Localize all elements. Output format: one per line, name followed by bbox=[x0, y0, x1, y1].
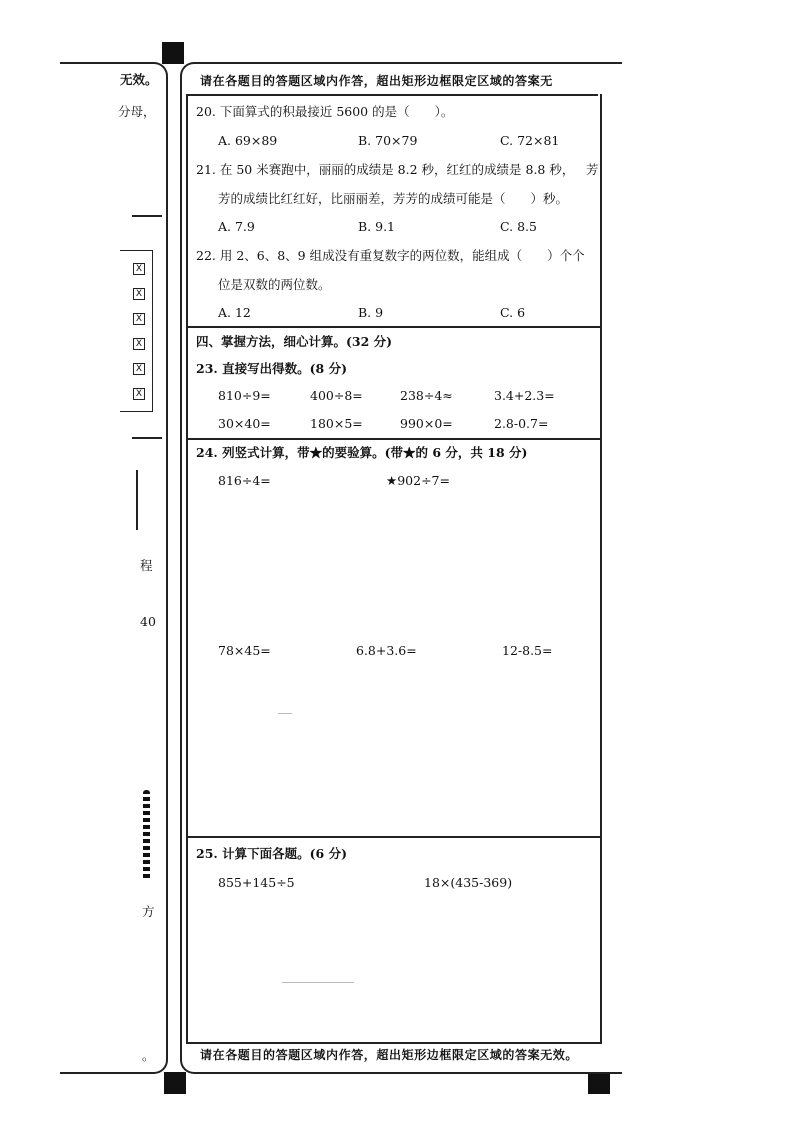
left-fragment-fang: 方 bbox=[142, 904, 155, 919]
q21-option-a: A. 7.9 bbox=[218, 219, 255, 234]
left-divider-1 bbox=[132, 215, 162, 217]
q23-row1-item4: 3.4+2.3= bbox=[494, 388, 555, 403]
left-fragment-forty: 40 bbox=[140, 614, 156, 629]
q20-option-c: C. 72×81 bbox=[500, 133, 560, 148]
q24-row2-item3: 12-8.5= bbox=[502, 643, 553, 658]
q23-row2-item1: 30×40= bbox=[218, 416, 271, 431]
header-rule bbox=[186, 94, 598, 96]
registration-mark-bottom-left bbox=[164, 1072, 186, 1094]
registration-mark-bottom-right bbox=[588, 1072, 610, 1094]
section-divider-2 bbox=[186, 438, 602, 440]
main-page-frame bbox=[180, 62, 622, 1074]
content-right-border bbox=[600, 94, 602, 1044]
q24-row2-item1: 78×45= bbox=[218, 643, 271, 658]
q21-option-b: B. 9.1 bbox=[358, 219, 396, 234]
left-divider-2 bbox=[132, 437, 162, 439]
left-fragment-top: 无效。 bbox=[120, 72, 158, 87]
q22-option-c: C. 6 bbox=[500, 305, 526, 320]
left-checkbox-3: X bbox=[133, 313, 145, 325]
q24-row1-item2: ★902÷7= bbox=[386, 473, 450, 488]
section-divider-1 bbox=[186, 326, 602, 328]
scan-artifact-2 bbox=[282, 982, 354, 983]
q22-option-a: A. 12 bbox=[218, 305, 251, 320]
q21-line2: 芳的成绩比红红好，比丽丽差，芳芳的成绩可能是（ ）秒。 bbox=[218, 191, 569, 206]
q21-line1: 21. 在 50 米赛跑中，丽丽的成绩是 8.2 秒，红红的成绩是 8.8 秒， bbox=[196, 162, 575, 177]
left-fragment-second: 分母， bbox=[118, 104, 156, 119]
left-fragment-bottom-dot: 。 bbox=[142, 1048, 155, 1063]
q23-row1-item2: 400÷8= bbox=[310, 388, 363, 403]
q25-stem: 25. 计算下面各题。(6 分) bbox=[196, 846, 347, 861]
q24-stem: 24. 列竖式计算，带★的要验算。(带★的 6 分，共 18 分) bbox=[196, 445, 528, 460]
q23-row1-item3: 238÷4≈ bbox=[400, 388, 453, 403]
q24-row2-item2: 6.8+3.6= bbox=[356, 643, 417, 658]
q22-line1: 22. 用 2、6、8、9 组成没有重复数字的两位数，能组成（ ）个个 bbox=[196, 248, 585, 263]
q20-option-b: B. 70×79 bbox=[358, 133, 418, 148]
q23-row2-item2: 180×5= bbox=[310, 416, 363, 431]
left-checkbox-1: X bbox=[133, 263, 145, 275]
registration-mark-top bbox=[162, 42, 184, 64]
q22-option-b: B. 9 bbox=[358, 305, 384, 320]
q23-row2-item3: 990×0= bbox=[400, 416, 453, 431]
q25-item1: 855+145÷5 bbox=[218, 875, 295, 890]
scan-artifact-1 bbox=[278, 713, 292, 714]
left-fragment-cheng: 程 bbox=[140, 558, 153, 573]
q22-line2: 位是双数的两位数。 bbox=[218, 277, 331, 292]
left-vertical-mark bbox=[136, 470, 138, 530]
left-checkbox-6: X bbox=[133, 388, 145, 400]
footer-notice: 请在各题目的答题区域内作答，超出矩形边框限定区域的答案无效。 bbox=[200, 1048, 579, 1062]
section4-title: 四、掌握方法，细心计算。(32 分) bbox=[196, 334, 393, 349]
q23-row1-item1: 810÷9= bbox=[218, 388, 271, 403]
q25-item2: 18×(435-369) bbox=[424, 875, 513, 890]
section-divider-3 bbox=[186, 836, 602, 838]
left-dotted-strip bbox=[143, 790, 150, 880]
q21-option-c: C. 8.5 bbox=[500, 219, 537, 234]
q23-stem: 23. 直接写出得数。(8 分) bbox=[196, 361, 347, 376]
left-checkbox-2: X bbox=[133, 288, 145, 300]
left-checkbox-5: X bbox=[133, 363, 145, 375]
q23-row2-item4: 2.8-0.7= bbox=[494, 416, 549, 431]
content-bottom-rule bbox=[186, 1042, 602, 1044]
q20-stem: 20. 下面算式的积最接近 5600 的是（ ）。 bbox=[196, 104, 454, 119]
content-left-border bbox=[186, 94, 188, 1044]
header-notice: 请在各题目的答题区域内作答，超出矩形边框限定区域的答案无 bbox=[200, 74, 553, 88]
q24-row1-item1: 816÷4= bbox=[218, 473, 271, 488]
left-checkbox-4: X bbox=[133, 338, 145, 350]
q20-option-a: A. 69×89 bbox=[218, 133, 278, 148]
q21-line1-tail: 芳 bbox=[586, 162, 599, 177]
